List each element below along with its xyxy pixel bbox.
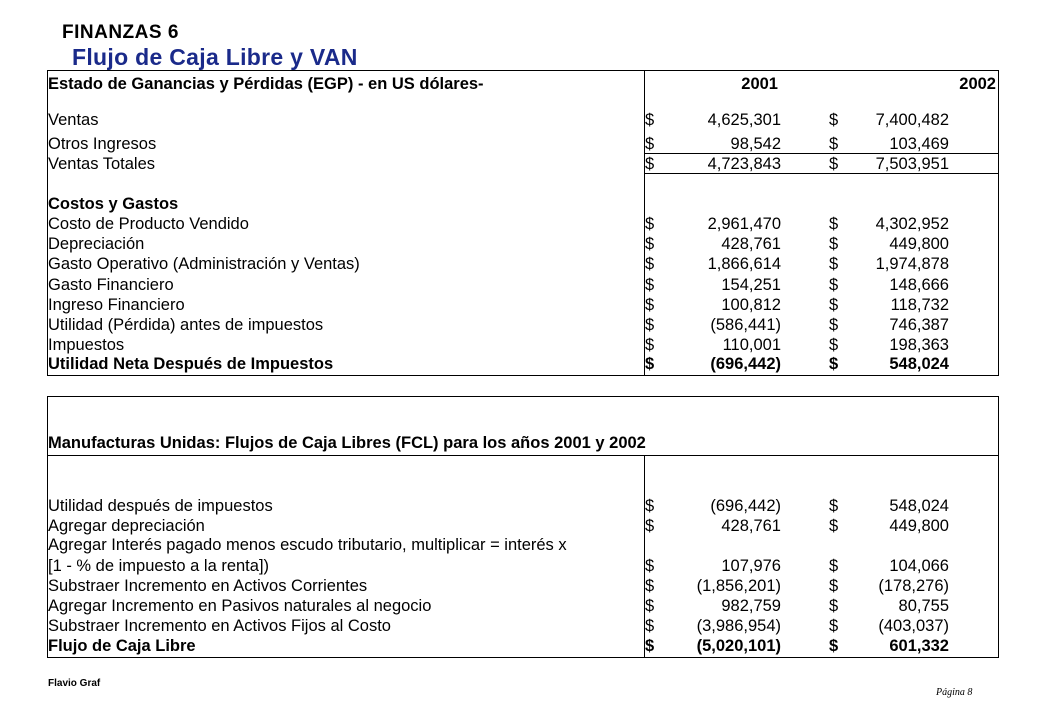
egp-row [48, 214, 998, 234]
currency-2002: $ [829, 557, 839, 575]
currency-2001: $ [645, 637, 655, 655]
currency-2002: $ [829, 617, 839, 635]
currency-2002: $ [829, 355, 839, 373]
currency-2002: $ [829, 336, 839, 354]
row-label: Utilidad Neta Después de Impuestos [48, 355, 334, 373]
value-2002: 746,387 [889, 316, 949, 334]
currency-2002: $ [829, 497, 839, 515]
currency-2001: $ [645, 355, 655, 373]
row-label: Agregar Interés pagado menos escudo tributario, multiplicar = interés x [48, 536, 567, 554]
value-2001: 154,251 [721, 276, 781, 294]
row-label: Substraer Incremento en Activos Fijos al Costo [48, 617, 391, 635]
row-label: Gasto Operativo (Administración y Ventas) [48, 255, 360, 273]
value-2002: 601,332 [889, 637, 949, 655]
egp-row [48, 335, 998, 355]
row-label: Otros Ingresos [48, 135, 157, 153]
currency-2001: $ [645, 135, 655, 153]
value-2001: 982,759 [721, 597, 781, 615]
value-2002: 449,800 [889, 517, 949, 535]
egp-title: Estado de Ganancias y Pérdidas (EGP) - en US dólares- [48, 75, 484, 93]
egp-row [48, 154, 998, 174]
egp-row [48, 254, 998, 274]
currency-2001: $ [645, 557, 655, 575]
currency-2001: $ [645, 597, 655, 615]
egp-row [48, 275, 998, 295]
value-2002: (178,276) [878, 577, 949, 595]
value-2001: (1,856,201) [696, 577, 781, 595]
fcl-row [48, 576, 998, 596]
egp-row [48, 134, 998, 154]
fcl-table [47, 396, 999, 658]
fcl-row [48, 496, 998, 516]
currency-2002: $ [829, 276, 839, 294]
currency-2001: $ [645, 577, 655, 595]
value-2001: (3,986,954) [696, 617, 781, 635]
value-2001: 428,761 [721, 517, 781, 535]
value-2001: (696,442) [710, 355, 781, 373]
row-label: Flujo de Caja Libre [48, 637, 196, 655]
value-2001: 2,961,470 [707, 215, 781, 233]
value-2002: 4,302,952 [875, 215, 949, 233]
value-2001: 4,723,843 [707, 155, 781, 173]
row-label: Gasto Financiero [48, 276, 174, 294]
currency-2002: $ [829, 316, 839, 334]
value-2002: 148,666 [889, 276, 949, 294]
fcl-row [48, 556, 998, 576]
egp-row [48, 295, 998, 315]
currency-2001: $ [645, 336, 655, 354]
row-label: Ingreso Financiero [48, 296, 185, 314]
value-2001: 110,001 [722, 336, 781, 354]
egp-row [48, 315, 998, 335]
fcl-title: Manufacturas Unidas: Flujos de Caja Libres (FCL) para los años 2001 y 2002 [48, 434, 646, 452]
currency-2001: $ [645, 276, 655, 294]
value-2002: 80,755 [898, 597, 949, 615]
value-2002: 449,800 [889, 235, 949, 253]
currency-2001: $ [645, 517, 655, 535]
value-2001: 107,976 [721, 557, 781, 575]
currency-2002: $ [829, 296, 839, 314]
page-title: Flujo de Caja Libre y VAN [72, 44, 358, 70]
value-2002: 104,066 [889, 557, 949, 575]
currency-2001: $ [645, 155, 655, 173]
currency-2001: $ [645, 617, 655, 635]
value-2001: 1,866,614 [707, 255, 781, 273]
fcl-row [48, 535, 998, 555]
value-2001: (696,442) [710, 497, 781, 515]
currency-2001: $ [645, 215, 655, 233]
row-label: Costo de Producto Vendido [48, 215, 249, 233]
currency-2001: $ [645, 111, 655, 129]
currency-2002: $ [829, 597, 839, 615]
currency-2001: $ [645, 316, 655, 334]
value-2001: 98,542 [730, 135, 781, 153]
egp-row [48, 194, 998, 214]
currency-2002: $ [829, 637, 839, 655]
fcl-row [48, 516, 998, 536]
row-label: Impuestos [48, 336, 125, 354]
course-title: FINANZAS 6 [62, 22, 179, 43]
value-2002: 7,503,951 [875, 155, 949, 173]
egp-row [48, 234, 998, 254]
value-2001: 100,812 [721, 296, 781, 314]
currency-2001: $ [645, 255, 655, 273]
currency-2002: $ [829, 517, 839, 535]
value-2001: (586,441) [710, 316, 781, 334]
row-label: Ventas [48, 111, 99, 129]
value-2002: 103,469 [889, 135, 949, 153]
egp-year-2002: 2002 [959, 75, 996, 93]
row-label: Agregar depreciación [48, 517, 205, 535]
currency-2001: $ [645, 497, 655, 515]
value-2002: 548,024 [889, 497, 949, 515]
value-2002: 7,400,482 [875, 111, 949, 129]
fcl-row [48, 616, 998, 636]
row-label: [1 - % de impuesto a la renta]) [48, 557, 270, 575]
egp-row [48, 110, 998, 130]
value-2001: 4,625,301 [707, 111, 781, 129]
row-label: Costos y Gastos [48, 195, 179, 213]
row-label: Agregar Incremento en Pasivos naturales al negocio [48, 597, 432, 615]
value-2002: 118,732 [890, 296, 949, 314]
currency-2002: $ [829, 255, 839, 273]
value-2002: 548,024 [889, 355, 949, 373]
row-label: Ventas Totales [48, 155, 156, 173]
currency-2002: $ [829, 135, 839, 153]
egp-year-2001: 2001 [741, 75, 778, 93]
fcl-row [48, 596, 998, 616]
currency-2001: $ [645, 296, 655, 314]
fcl-row [48, 636, 998, 656]
value-2001: (5,020,101) [696, 637, 781, 655]
row-label: Depreciación [48, 235, 145, 253]
value-2002: 198,363 [889, 336, 949, 354]
row-label: Substraer Incremento en Activos Corrientes [48, 577, 368, 595]
value-2001: 428,761 [721, 235, 781, 253]
currency-2002: $ [829, 235, 839, 253]
value-2002: 1,974,878 [875, 255, 949, 273]
currency-2002: $ [829, 577, 839, 595]
footer-page: Página 8 [936, 687, 973, 698]
row-label: Utilidad después de impuestos [48, 497, 273, 515]
row-label: Utilidad (Pérdida) antes de impuestos [48, 316, 324, 334]
egp-row [48, 354, 998, 374]
egp-table [47, 70, 999, 376]
currency-2002: $ [829, 111, 839, 129]
currency-2001: $ [645, 235, 655, 253]
value-2002: (403,037) [878, 617, 949, 635]
currency-2002: $ [829, 215, 839, 233]
currency-2002: $ [829, 155, 839, 173]
footer-author: Flavio Graf [48, 678, 101, 689]
